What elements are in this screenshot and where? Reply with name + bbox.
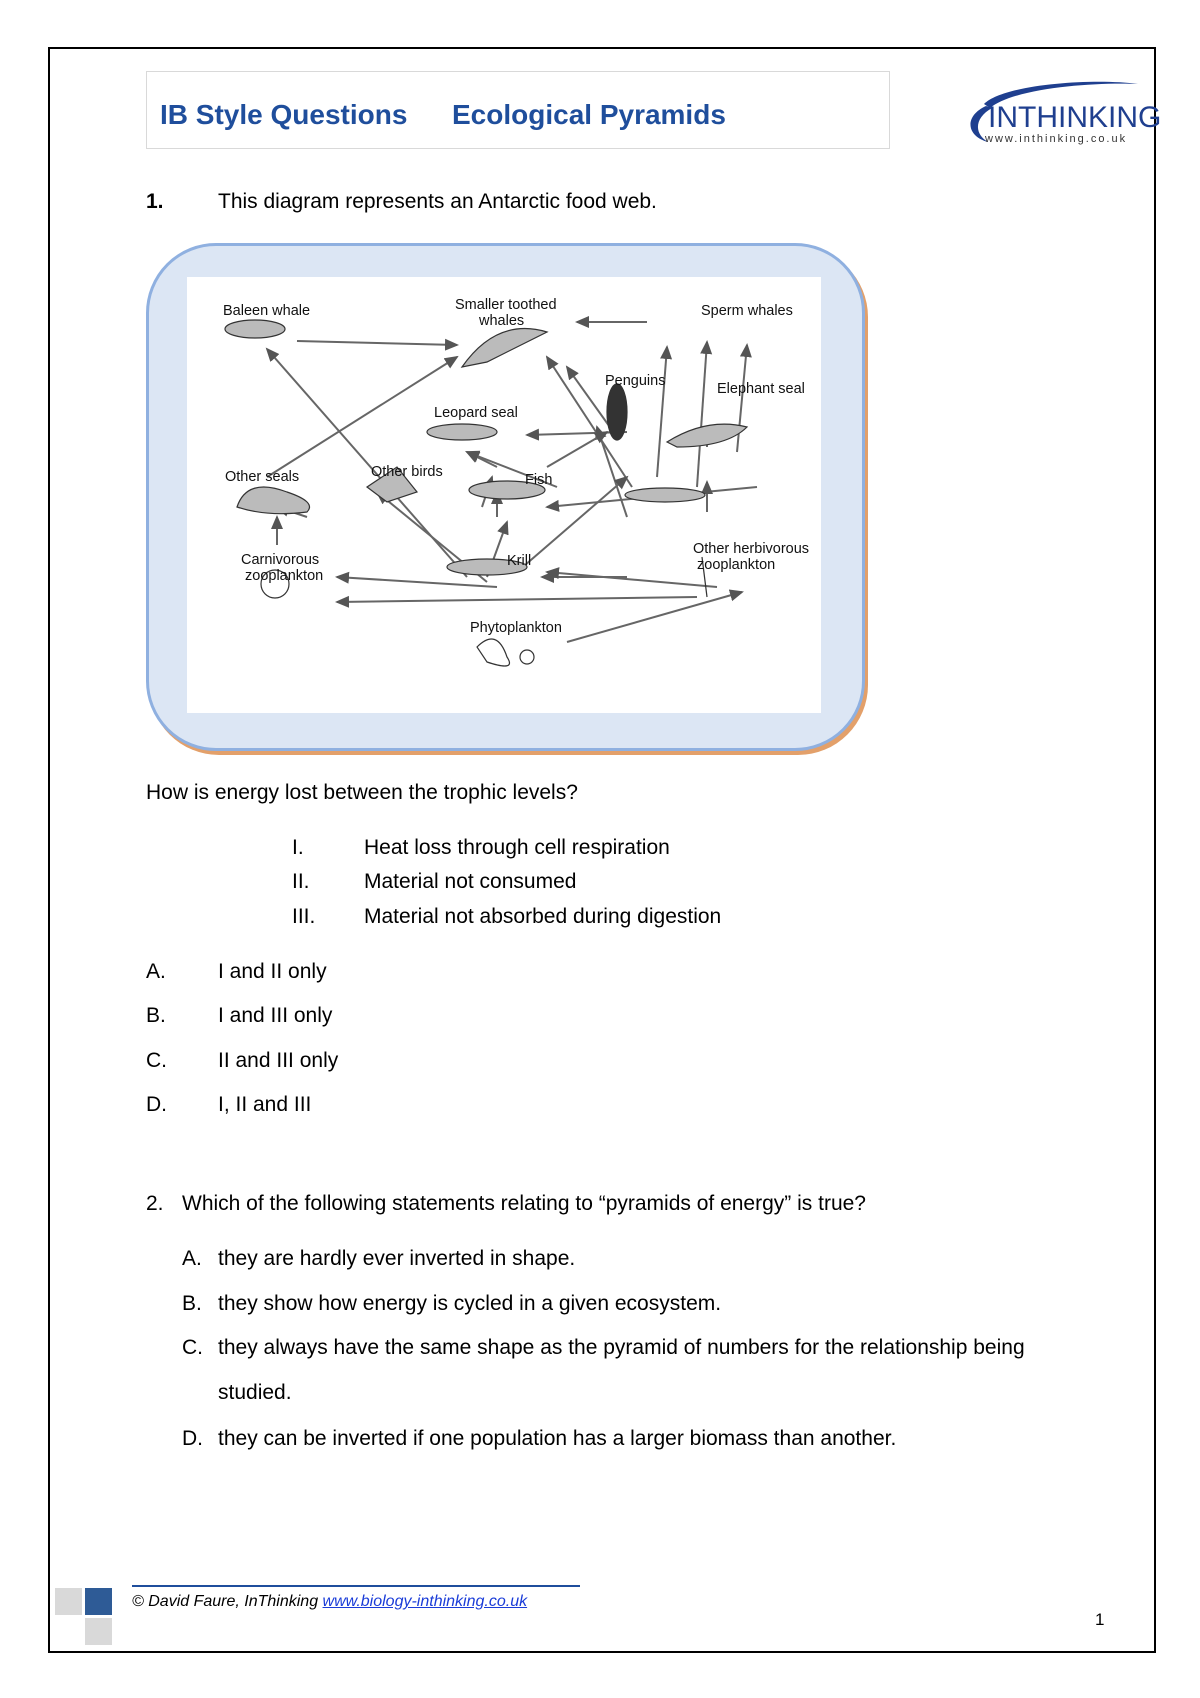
option-letter: D. <box>182 1427 203 1450</box>
option-text-continued: studied. <box>218 1381 292 1404</box>
option-letter: C. <box>146 1049 167 1072</box>
label-sperm-whales: Sperm whales <box>701 303 793 319</box>
food-web-arrows <box>187 277 821 713</box>
footer-rule <box>132 1585 580 1587</box>
option-text: I and III only <box>218 1004 333 1027</box>
page-number: 1 <box>1095 1610 1105 1629</box>
statement-num: III. <box>292 905 316 928</box>
statement-text: Heat loss through cell respiration <box>364 836 670 859</box>
option-text: I and II only <box>218 960 327 983</box>
food-web-diagram <box>187 277 821 713</box>
label-krill: Krill <box>507 553 532 569</box>
option-letter: C. <box>182 1336 203 1359</box>
option-letter: A. <box>146 960 166 983</box>
option-letter: B. <box>146 1004 166 1027</box>
footer-credit <box>132 1593 527 1611</box>
label-carnivorous: Carnivorous <box>241 552 320 568</box>
q1-number: 1. <box>146 190 164 213</box>
option-letter: B. <box>182 1292 202 1315</box>
label-zooplankton-herbivorous: zooplankton <box>697 557 776 573</box>
footer-credit-text: © David Faure, InThinking <box>132 1593 323 1610</box>
label-smaller-toothed: Smaller toothed <box>455 297 557 313</box>
label-whales: whales <box>479 313 525 329</box>
label-phytoplankton: Phytoplankton <box>470 620 562 636</box>
footer-square <box>55 1588 82 1615</box>
label-other-birds: Other birds <box>371 464 443 480</box>
statement-text: Material not absorbed during digestion <box>364 905 722 928</box>
q2-number: 2. <box>146 1192 164 1215</box>
option-text: they show how energy is cycled in a given ecosystem. <box>218 1292 722 1315</box>
label-baleen-whale: Baleen whale <box>223 303 311 319</box>
page-title: IB Style Questions <box>160 99 408 130</box>
label-penguins: Penguins <box>605 373 666 389</box>
q2-stem: Which of the following statements relating to “pyramids of energy” is true? <box>182 1192 866 1215</box>
page-topic: Ecological Pyramids <box>452 99 726 130</box>
label-elephant-seal: Elephant seal <box>717 381 805 397</box>
label-other-herbivorous: Other herbivorous <box>693 541 810 557</box>
option-text: I, II and III <box>218 1093 312 1116</box>
footer-square <box>85 1618 112 1645</box>
option-text: II and III only <box>218 1049 339 1072</box>
label-leopard-seal: Leopard seal <box>434 405 518 421</box>
option-letter: D. <box>146 1093 167 1116</box>
label-other-seals: Other seals <box>225 469 300 485</box>
q1-question: How is energy lost between the trophic levels? <box>146 781 578 804</box>
option-text: they can be inverted if one population has a larger biomass than another. <box>218 1427 897 1450</box>
footer-link[interactable]: www.biology-inthinking.co.uk <box>322 1593 528 1610</box>
label-zooplankton: zooplankton <box>245 568 324 584</box>
option-text: they are hardly ever inverted in shape. <box>218 1247 576 1270</box>
statement-num: II. <box>292 870 310 893</box>
logo-text: INTHINKING <box>988 101 1162 134</box>
option-letter: A. <box>182 1247 202 1270</box>
statement-text: Material not consumed <box>364 870 577 893</box>
label-fish: Fish <box>525 472 553 488</box>
q1-stem: This diagram represents an Antarctic food web. <box>218 190 657 213</box>
statement-num: I. <box>292 836 304 859</box>
option-text: they always have the same shape as the pyramid of numbers for the relationship being <box>218 1336 1025 1359</box>
footer-square <box>85 1588 112 1615</box>
logo-url: www.inthinking.co.uk <box>985 133 1128 145</box>
